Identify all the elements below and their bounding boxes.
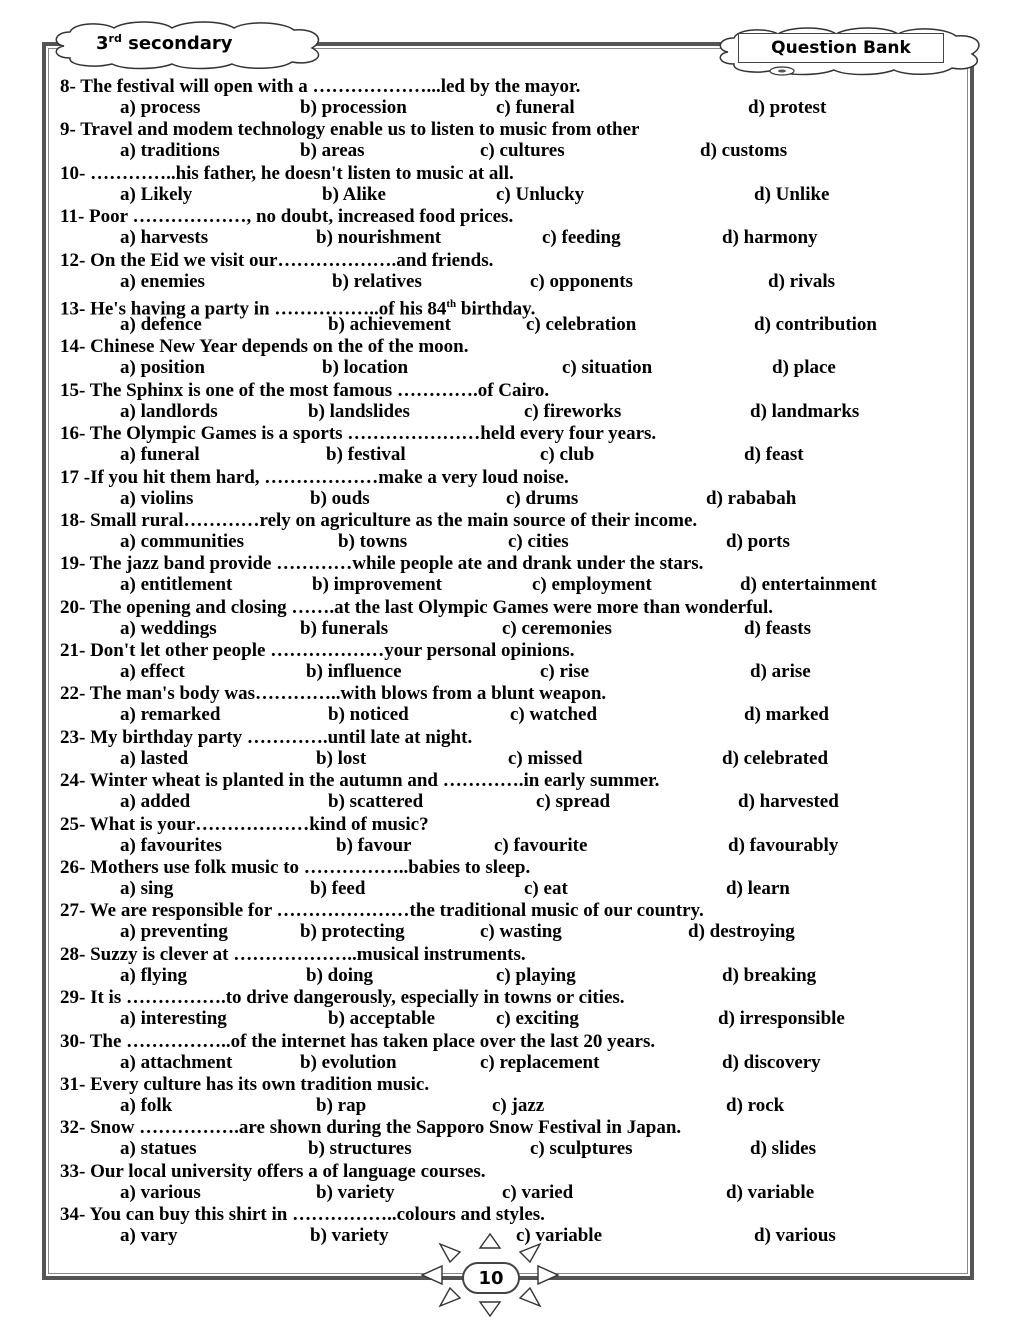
option-a: a) various <box>120 1181 201 1203</box>
option-b: b) relatives <box>332 270 422 292</box>
option-b: b) favour <box>336 834 412 856</box>
option-b: b) feed <box>310 878 366 900</box>
question-stem: 8- The festival will open with a ………………...led by the mayor. <box>60 76 581 97</box>
option-d: d) marked <box>744 704 829 726</box>
option-a: a) interesting <box>120 1008 227 1030</box>
question-stem: 27- We are responsible for …………………the traditional music of our country. <box>60 900 704 922</box>
option-a: a) sing <box>120 878 174 900</box>
question-item <box>60 814 960 857</box>
option-d: d) protest <box>748 97 827 118</box>
option-b: b) achievement <box>328 313 451 335</box>
option-c: c) jazz <box>492 1094 545 1116</box>
option-b: b) variety <box>316 1181 395 1203</box>
option-a: a) violins <box>120 487 194 509</box>
question-item <box>60 1161 960 1204</box>
option-a: a) lasted <box>120 747 189 769</box>
header-grade-label: 3rd secondary <box>96 32 233 54</box>
option-d: d) feast <box>744 444 804 466</box>
option-c: c) celebration <box>526 313 637 335</box>
question-stem: 12- On the Eid we visit our……………….and friends. <box>60 249 494 271</box>
question-stem: 30- The ……………..of the internet has taken place over the last 20 years. <box>60 1030 656 1052</box>
option-b: b) noticed <box>328 704 409 726</box>
option-b: b) Alike <box>322 183 386 205</box>
question-item <box>60 944 960 987</box>
option-d: d) entertainment <box>740 574 877 596</box>
option-a: a) landlords <box>120 400 218 422</box>
question-stem: 24- Winter wheat is planted in the autumn and ………….in early summer. <box>60 770 660 792</box>
question-item <box>60 640 960 683</box>
option-c: c) watched <box>510 704 598 726</box>
option-c: c) spread <box>536 791 611 813</box>
question-item <box>60 727 960 770</box>
question-item <box>60 250 960 293</box>
question-item <box>60 857 960 900</box>
question-stem: 15- The Sphinx is one of the most famous ………….of Cairo. <box>60 379 550 401</box>
question-stem: 23- My birthday party ………….until late at night. <box>60 726 473 748</box>
option-a: a) Likely <box>120 183 193 205</box>
question-item <box>60 1031 960 1074</box>
question-stem: 20- The opening and closing …….at the last Olympic Games were more than wonderful. <box>60 596 774 618</box>
option-d: d) place <box>772 357 836 379</box>
option-a: a) funeral <box>120 444 200 466</box>
question-stem: 11- Poor ………………, no doubt, increased food prices. <box>60 206 514 228</box>
question-stem: 17 -If you hit them hard, ………………make a very loud noise. <box>60 466 569 488</box>
option-a: a) favourites <box>120 834 222 856</box>
question-list <box>60 76 960 1248</box>
question-item <box>60 1117 960 1160</box>
option-d: d) discovery <box>722 1051 821 1073</box>
question-stem: 22- The man's body was…………..with blows from a blunt weapon. <box>60 683 607 705</box>
option-c: c) fireworks <box>524 400 622 422</box>
option-d: d) favourably <box>728 834 839 856</box>
question-stem: 31- Every culture has its own tradition music. <box>60 1073 430 1095</box>
option-b: b) areas <box>300 140 365 162</box>
option-b: b) landslides <box>308 400 410 422</box>
question-item <box>60 336 960 379</box>
question-stem: 33- Our local university offers a of language courses. <box>60 1160 486 1182</box>
option-b: b) evolution <box>300 1051 397 1073</box>
option-a: a) attachment <box>120 1051 233 1073</box>
option-a: a) weddings <box>120 617 217 639</box>
option-c: c) ceremonies <box>502 617 612 639</box>
option-c: c) Unlucky <box>496 183 585 205</box>
question-item <box>60 553 960 596</box>
option-c: c) cultures <box>480 140 565 162</box>
option-d: d) feasts <box>744 617 812 639</box>
question-item <box>60 900 960 943</box>
option-a: a) preventing <box>120 921 228 943</box>
question-stem: 28- Suzzy is clever at ………………..musical instruments. <box>60 943 526 965</box>
option-d: d) harmony <box>722 227 818 249</box>
question-stem: 14- Chinese New Year depends on the of the moon. <box>60 336 469 358</box>
option-c: c) situation <box>562 357 653 379</box>
option-c: c) opponents <box>530 270 633 292</box>
option-b: b) festival <box>326 444 406 466</box>
option-d: d) breaking <box>722 964 817 986</box>
question-stem: 26- Mothers use folk music to ……………..babies to sleep. <box>60 857 531 879</box>
option-c: c) wasting <box>480 921 562 943</box>
option-c: c) club <box>540 444 595 466</box>
option-c: c) rise <box>540 661 590 683</box>
option-d: d) destroying <box>688 921 795 943</box>
option-c: c) varied <box>502 1181 574 1203</box>
option-d: d) learn <box>726 878 790 900</box>
option-c: c) feeding <box>542 227 621 249</box>
option-a: a) added <box>120 791 191 813</box>
option-d: d) various <box>754 1225 836 1247</box>
option-b: b) acceptable <box>328 1008 436 1030</box>
header-title: Question Bank <box>738 33 944 63</box>
option-a: a) enemies <box>120 270 205 292</box>
question-stem: 29- It is …………….to drive dangerously, especially in towns or cities. <box>60 987 625 1009</box>
question-item <box>60 597 960 640</box>
option-b: b) variety <box>310 1225 389 1247</box>
option-d: d) celebrated <box>722 747 829 769</box>
option-d: d) Unlike <box>754 183 830 205</box>
question-item <box>60 119 960 162</box>
option-c: c) replacement <box>480 1051 600 1073</box>
option-b: b) ouds <box>310 487 370 509</box>
question-item <box>60 76 960 119</box>
option-c: c) playing <box>496 964 576 986</box>
option-b: b) procession <box>300 97 407 118</box>
option-d: d) rababah <box>706 487 797 509</box>
option-d: d) variable <box>726 1181 815 1203</box>
option-d: d) irresponsible <box>718 1008 845 1030</box>
question-stem: 16- The Olympic Games is a sports …………………held every four years. <box>60 423 657 445</box>
option-b: b) nourishment <box>316 227 442 249</box>
option-d: d) customs <box>700 140 788 162</box>
option-c: c) cities <box>508 530 569 552</box>
option-c: c) drums <box>506 487 579 509</box>
question-item <box>60 770 960 813</box>
option-a: a) harvests <box>120 227 209 249</box>
option-a: a) folk <box>120 1094 173 1116</box>
question-item <box>60 510 960 553</box>
option-c: c) exciting <box>496 1008 579 1030</box>
option-a: a) traditions <box>120 140 220 162</box>
option-b: b) structures <box>308 1138 412 1160</box>
option-d: d) rivals <box>768 270 836 292</box>
option-a: a) effect <box>120 661 185 683</box>
question-stem: 34- You can buy this shirt in ……………..colours and styles. <box>60 1204 545 1226</box>
option-a: a) statues <box>120 1138 197 1160</box>
question-item <box>60 380 960 423</box>
option-c: c) favourite <box>494 834 588 856</box>
option-a: a) entitlement <box>120 574 233 596</box>
question-stem: 10- …………..his father, he doesn't listen to music at all. <box>60 162 514 184</box>
question-stem: 21- Don't let other people ………………your personal opinions. <box>60 640 575 662</box>
question-item <box>60 163 960 206</box>
question-item <box>60 987 960 1030</box>
question-stem: 13- He's having a party in ……………..of his 84th birthday. <box>60 297 536 320</box>
question-stem: 18- Small rural…………rely on agriculture as the main source of their income. <box>60 509 698 531</box>
option-d: d) slides <box>750 1138 816 1160</box>
question-stem: 25- What is your………………kind of music? <box>60 813 429 835</box>
option-b: b) influence <box>306 661 402 683</box>
question-stem: 9- Travel and modem technology enable us to listen to music from other <box>60 119 640 141</box>
option-a: a) defence <box>120 313 202 335</box>
option-a: a) communities <box>120 530 245 552</box>
option-b: b) scattered <box>328 791 424 813</box>
option-c: c) employment <box>532 574 652 596</box>
option-b: b) location <box>322 357 409 379</box>
question-item <box>60 293 960 336</box>
question-item <box>60 206 960 249</box>
option-d: d) ports <box>726 530 790 552</box>
question-item <box>60 467 960 510</box>
option-a: a) position <box>120 357 205 379</box>
option-b: b) doing <box>306 964 374 986</box>
question-item <box>60 423 960 466</box>
option-a: a) flying <box>120 964 188 986</box>
option-c: c) eat <box>524 878 568 900</box>
option-c: c) funeral <box>496 97 575 118</box>
question-stem: 32- Snow …………….are shown during the Sapporo Snow Festival in Japan. <box>60 1117 682 1139</box>
option-c: c) variable <box>516 1225 603 1247</box>
option-d: d) harvested <box>738 791 839 813</box>
page-number: 10 <box>462 1262 520 1294</box>
option-b: b) rap <box>316 1094 367 1116</box>
option-b: b) funerals <box>300 617 389 639</box>
option-d: d) contribution <box>754 313 877 335</box>
option-b: b) improvement <box>312 574 442 596</box>
option-b: b) protecting <box>300 921 405 943</box>
option-a: a) process <box>120 97 201 118</box>
question-item <box>60 1074 960 1117</box>
question-item <box>60 683 960 726</box>
option-a: a) vary <box>120 1225 178 1247</box>
option-d: d) rock <box>726 1094 785 1116</box>
option-c: c) missed <box>508 747 583 769</box>
option-c: c) sculptures <box>530 1138 633 1160</box>
option-b: b) towns <box>338 530 408 552</box>
option-b: b) lost <box>316 747 367 769</box>
question-stem: 19- The jazz band provide …………while people ate and drank under the stars. <box>60 553 704 575</box>
option-a: a) remarked <box>120 704 221 726</box>
option-d: d) arise <box>750 661 811 683</box>
option-d: d) landmarks <box>750 400 860 422</box>
